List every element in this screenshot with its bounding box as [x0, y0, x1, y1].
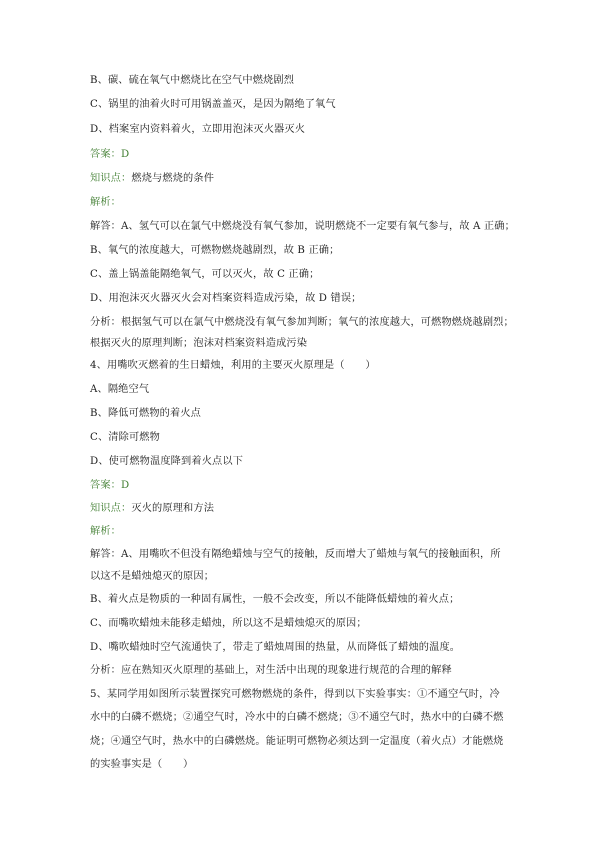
q4-analysis-label: 解析： — [90, 526, 122, 537]
q3-option-d: D、档案室内资料着火，立即用泡沫灭火器灭火 — [90, 124, 306, 135]
q4-analysis-line: B、着火点是物质的一种固有属性，一般不会改变，所以不能降低蜡烛的着火点； — [90, 594, 460, 605]
q5-stem-line: 烧；④通空气时，热水中的白磷燃烧。能证明可燃物必须达到一定温度（着火点）才能燃烧 — [90, 736, 504, 747]
q4-analysis-line: 解答：A、用嘴吹不但没有隔绝蜡烛与空气的接触，反而增大了蜡烛与氧气的接触面积，所 — [90, 549, 501, 560]
q3-analysis-line: B、氧气的浓度越大，可燃物燃烧越剧烈，故 B 正确； — [90, 245, 340, 256]
q4-knowledge-label: 知识点： — [90, 503, 132, 514]
q4-analysis-line: 以这不是蜡烛熄灭的原因； — [90, 571, 215, 582]
q4-knowledge-line — [90, 502, 214, 515]
q4-analysis-line: D、嘴吹蜡烛时空气流通快了，带走了蜡烛周围的热量，从而降低了蜡烛的温度。 — [90, 642, 461, 653]
q3-answer-value: D — [121, 149, 130, 160]
q5-stem-line: 水中的白磷不燃烧；②通空气时，冷水中的白磷不燃烧；③不通空气时，热水中的白磷不燃 — [90, 712, 504, 723]
q4-analysis-line: C、而嘴吹蜡烛未能移走蜡烛，所以这不是蜡烛熄灭的原因； — [90, 618, 367, 629]
q5-stem-line: 5、某同学用如图所示装置探究可燃物燃烧的条件，得到以下实验事实：①不通空气时，冷 — [90, 689, 500, 700]
q4-option-b: B、降低可燃物的着火点 — [90, 408, 202, 419]
q4-option-d: D、使可燃物温度降到着火点以下 — [90, 456, 244, 467]
q4-option-a: A、隔绝空气 — [90, 384, 150, 395]
q4-knowledge-value: 灭火的原理和方法 — [131, 503, 215, 514]
q4-option-c: C、清除可燃物 — [90, 432, 160, 443]
q4-analysis-line: 分析：应在熟知灭火原理的基础上，对生活中出现的现象进行规范的合理的解释 — [90, 665, 452, 676]
q3-analysis-line: 分析：根据氢气可以在氯气中燃烧没有氧气参加判断；氧气的浓度越大，可燃物燃烧越剧烈； — [90, 317, 514, 328]
q4-answer-line — [90, 479, 129, 492]
q3-knowledge-line — [90, 172, 214, 185]
q3-option-c: C、锅里的油着火时可用锅盖盖灭，是因为隔绝了氧气 — [90, 99, 336, 110]
q3-answer-label: 答案： — [90, 149, 122, 160]
q3-knowledge-value: 燃烧与燃烧的条件 — [131, 173, 215, 184]
q3-analysis-label: 解析： — [90, 197, 122, 208]
q4-answer-label: 答案： — [90, 480, 122, 491]
q3-analysis-line: C、盖上锅盖能隔绝氧气，可以灭火，故 C 正确； — [90, 269, 320, 280]
q3-knowledge-label: 知识点： — [90, 173, 132, 184]
q5-stem-line: 的实验事实是（ ） — [90, 759, 194, 770]
q3-analysis-line: 根据灭火的原理判断；泡沫对档案资料造成污染 — [90, 338, 308, 349]
q3-answer-line — [90, 148, 129, 161]
q4-stem: 4、用嘴吹灭燃着的生日蜡烛，利用的主要灭火原理是（ ） — [90, 360, 376, 371]
q3-analysis-line: 解答：A、氢气可以在氯气中燃烧没有氧气参加，说明燃烧不一定要有氧气参与，故 A 正确； — [90, 221, 515, 232]
q3-option-b: B、碳、硫在氧气中燃烧比在空气中燃烧剧烈 — [90, 75, 295, 86]
q3-analysis-line: D、用泡沫灭火器灭火会对档案资料造成污染，故 D 错误； — [90, 293, 362, 304]
q4-answer-value: D — [121, 480, 130, 491]
